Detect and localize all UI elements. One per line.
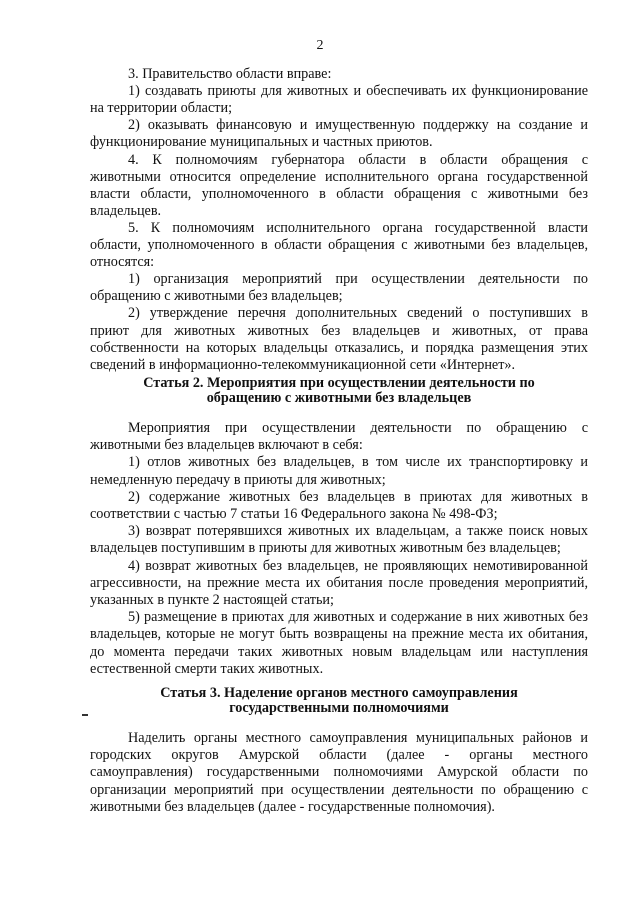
text-line: приют для животных животных без владельцев и животных, от права (90, 322, 588, 339)
text-line: самоуправления) государственными полномочиями Амурской области по (90, 764, 588, 781)
text-line: Мероприятия при осуществлении деятельности по обращению с (128, 420, 588, 436)
text-line: на территории области; (90, 100, 233, 117)
article3-heading-line1: Статья 3. Наделение органов местного самоуправления (160, 685, 518, 701)
page-number: 2 (316, 38, 324, 53)
text-line: агрессивности, на прежние места их обитания после проведения мероприятий, (90, 574, 588, 591)
text-line: собственности на которых владельцы отказались, и порядка размещения этих (90, 339, 588, 356)
text-line: 2) утверждение перечня дополнительных сведений о поступивших в (128, 305, 588, 322)
text-line: организации мероприятий при осуществлении деятельности по обращению с (90, 781, 588, 798)
text-line: 4. К полномочиям губернатора области в области обращения с (128, 151, 588, 168)
text-line: 5. К полномочиям исполнительного органа государственной власти (128, 219, 588, 236)
article2-heading (90, 376, 588, 406)
text-line: функционирование муниципальных и частных приютов. (90, 134, 433, 151)
text-line: обращению с животными без владельцев; (90, 288, 343, 305)
text-line: владельцев. (90, 202, 162, 219)
text-line: до момента передачи таких животных новым владельцам или наступления (90, 643, 588, 660)
text-line: животными без владельцев включают в себя: (90, 437, 363, 454)
text-line: естественной смерти таких животных. (90, 660, 324, 677)
text-line: 2) содержание животных без владельцев в приютах для животных в (128, 488, 588, 505)
text-line: 1) создавать приюты для животных и обеспечивать их функционирование (128, 83, 588, 100)
text-line: 2) оказывать финансовую и имущественную поддержку на создание и (128, 117, 588, 134)
text-line: 3. Правительство области вправе: (128, 66, 332, 82)
article2-heading-line1: Статья 2. Мероприятия при осуществлении деятельности по (143, 375, 535, 391)
text-line: Наделить органы местного самоуправления муниципальных районов и (128, 730, 588, 746)
text-line: власти области, уполномоченного в области обращения с животными без (90, 185, 588, 202)
text-line: соответствии с частью 7 статьи 16 Федерального закона № 498-ФЗ; (90, 506, 498, 522)
text-line: животными без владельцев (далее - государственные полномочия). (90, 798, 495, 815)
text-line: указанных в пункте 2 настоящей статьи; (90, 592, 334, 608)
text-line: 3) возврат потерявшихся животных их владельцам, а также поиск новых (128, 523, 588, 540)
text-line: 5) размещение в приютах для животных и содержание в них животных без (128, 609, 588, 626)
text-line: 4) возврат животных без владельцев, не проявляющих немотивированной (128, 557, 588, 574)
margin-mark (82, 714, 88, 716)
text-line: сведений в информационно-телекоммуникационной сети «Интернет». (90, 356, 516, 373)
article3-heading (90, 686, 588, 716)
article3-heading-line2: государственными полномочиями (229, 700, 449, 716)
text-line: животными относится определение исполнительного органа государственной (90, 168, 588, 185)
text-line: 1) отлов животных без владельцев, в том числе их транспортировку и (128, 454, 588, 471)
text-line: 1) организация мероприятий при осуществлении деятельности по (128, 271, 588, 288)
text-line: владельцев поступившим в приюты для животных животным без владельцев; (90, 540, 561, 557)
text-line: относятся: (90, 254, 155, 271)
text-line: области, уполномоченного в области обращения с животными без владельцев, (90, 237, 588, 253)
article2-heading-line2: обращению с животными без владельцев (206, 390, 472, 406)
text-line: городских округов Амурской области (далее - органы местного (90, 747, 588, 764)
text-line: владельцев, которые не могут быть возвращены на прежние места их обитания, (90, 626, 588, 643)
text-line: немедленную передачу в приюты для животных; (90, 471, 386, 488)
